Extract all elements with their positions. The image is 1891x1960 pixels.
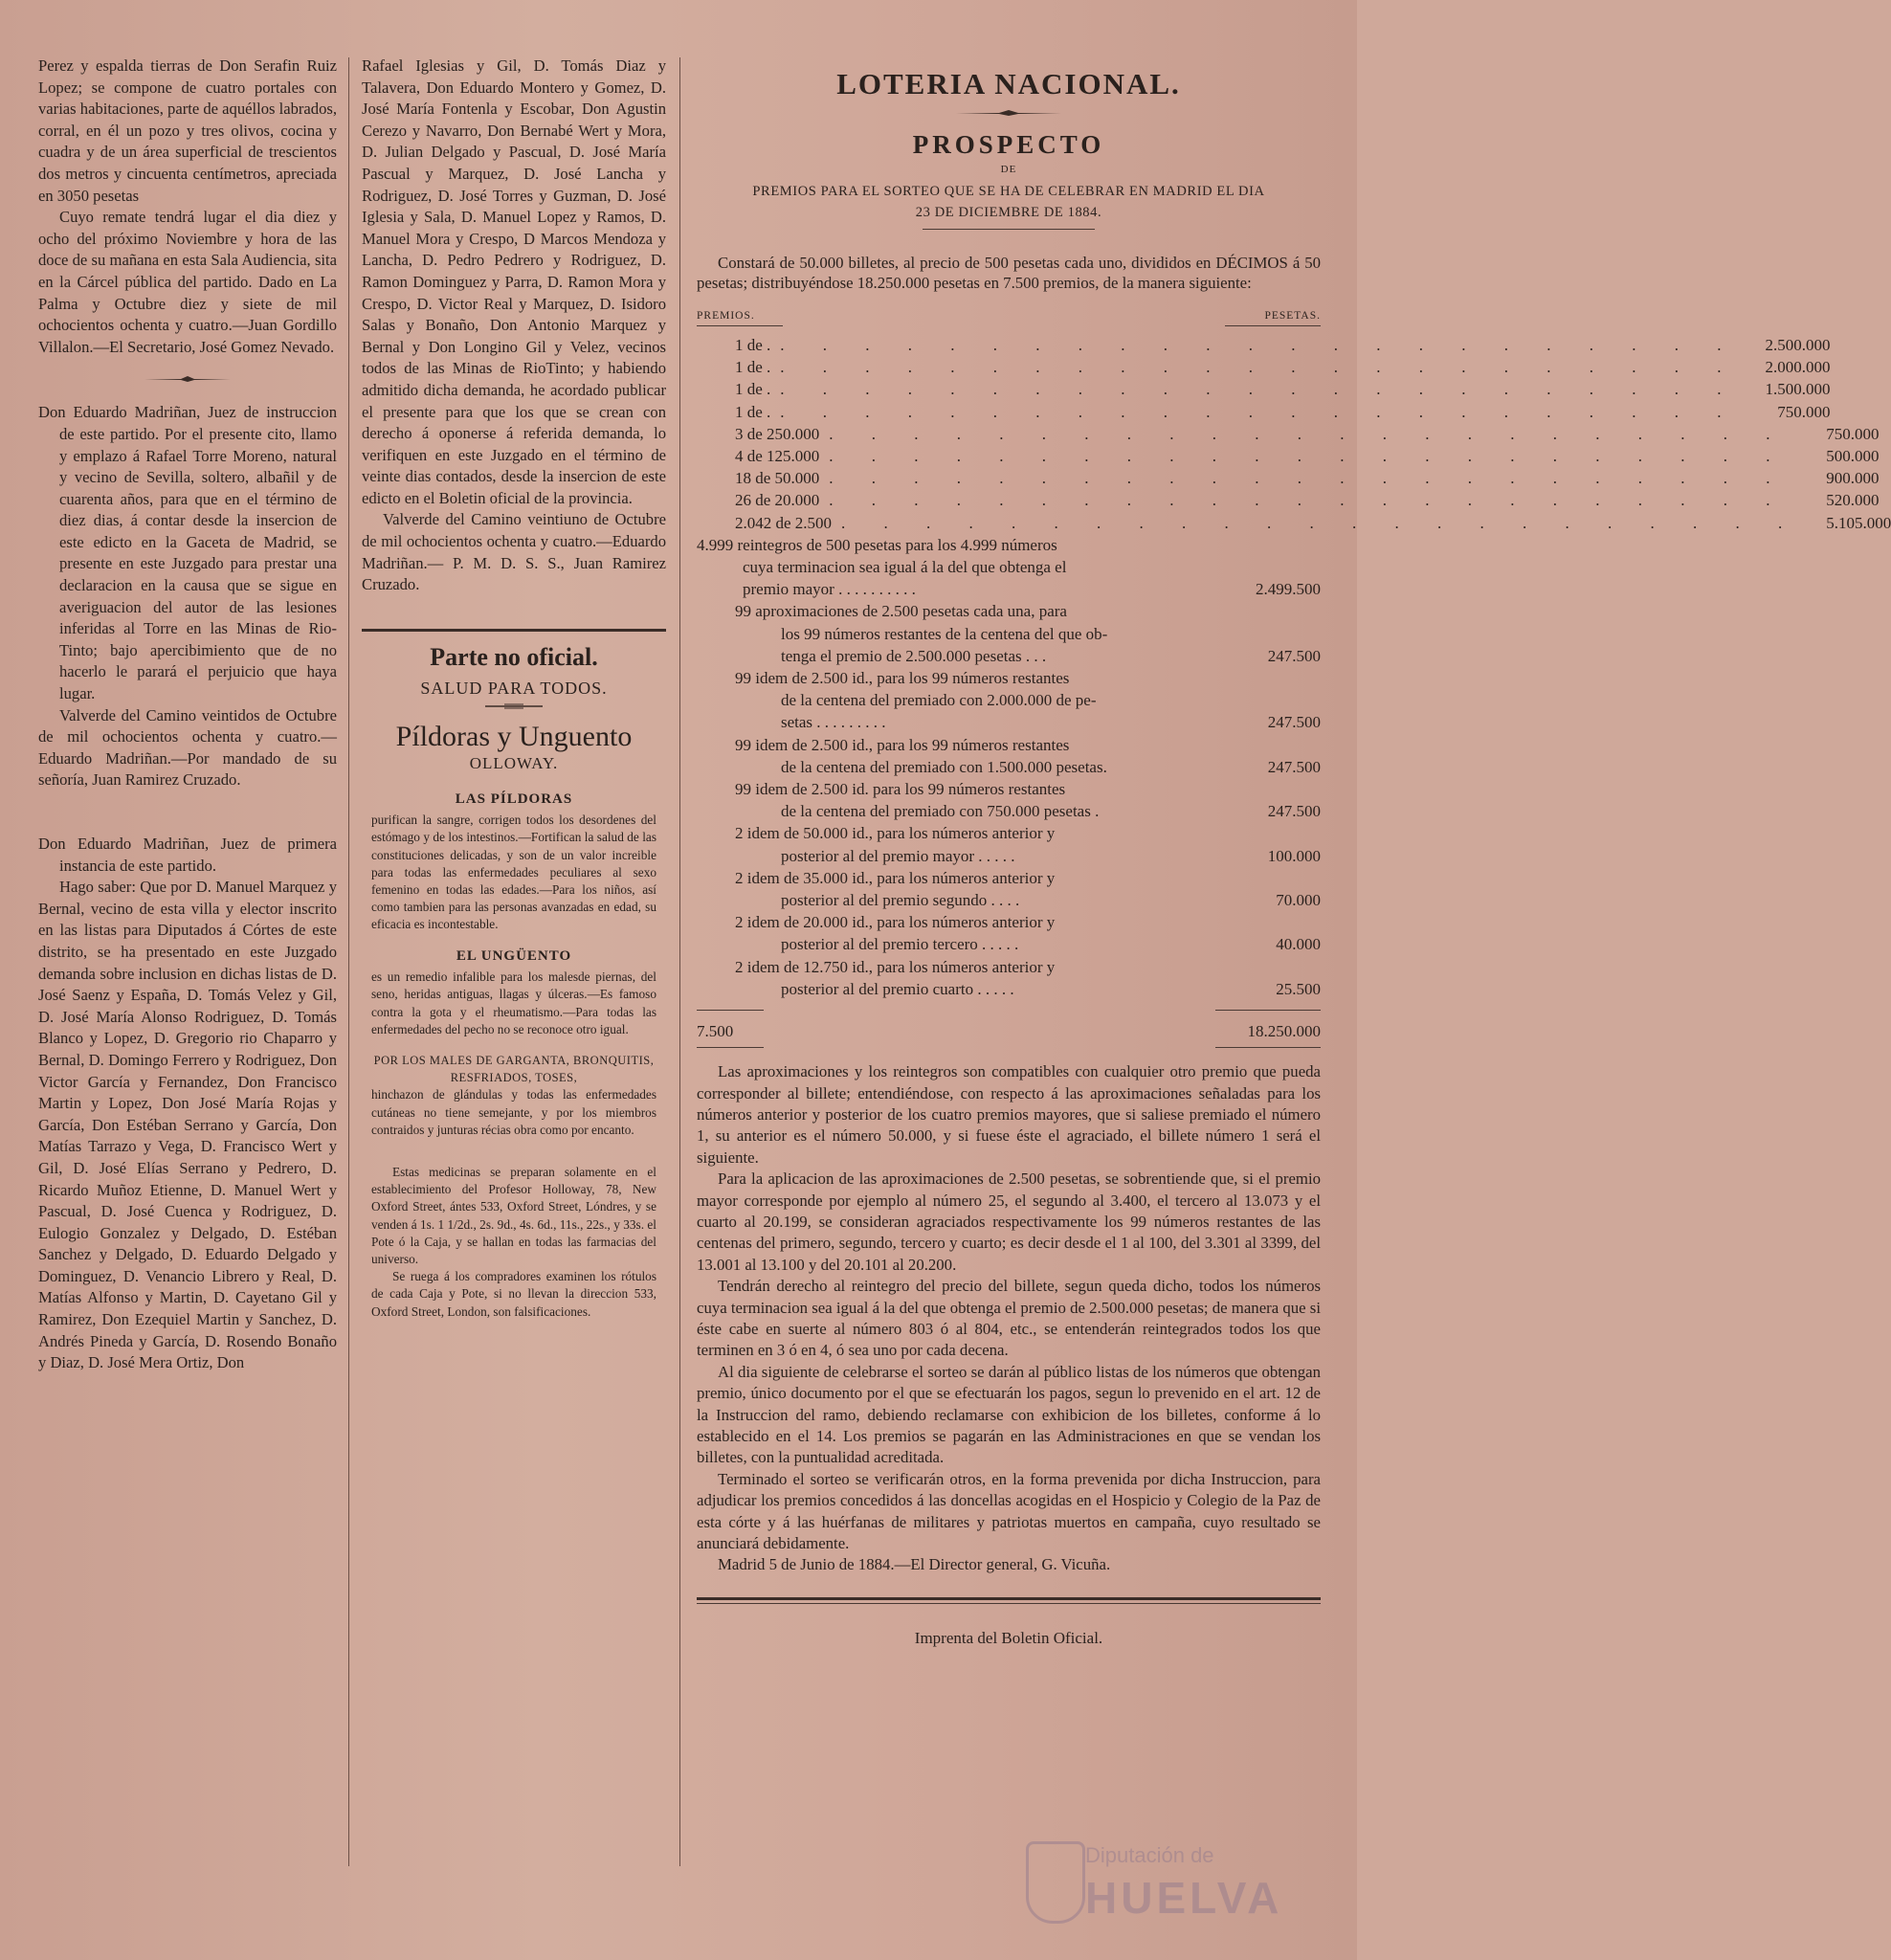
section-heading: Parte no oficial.: [430, 642, 598, 671]
prize-description-line: cuya terminacion sea igual á la del que obtenga el: [743, 558, 1067, 577]
ad-text: es un remedio infalible para los malesde piernas, del seno, heridas antiguas, llagas y úlceras.—Es famoso contra la gota y el rheumatismo.—Para todas las enfermedades del pecho no se reconoce otro igual.: [371, 969, 656, 1036]
prize-row-detailed: [697, 911, 1321, 955]
printer-imprint: Imprenta del Boletin Oficial.: [914, 1628, 1103, 1647]
footer-rule: [697, 1597, 1321, 1600]
prize-row-detailed: [697, 867, 1321, 911]
column-middle: [362, 56, 666, 1321]
dot-leader: . . . . . . . . . . . . . . . . . . . . . . .: [829, 491, 1788, 510]
section-rule: [362, 629, 666, 632]
prize-row: [697, 423, 1880, 445]
prize-table-detailed: [697, 534, 1321, 1000]
edict-paragraph: Valverde del Camino veintidos de Octubre de mil ochocientos ochenta y cuatro.—Eduardo Madriñan.—Por mandado de su señoría, Juan Ramirez Cruzado.: [38, 705, 337, 790]
prize-description-line: setas . . . . . . . . .: [781, 713, 886, 732]
total-pesetas: 18.250.000: [1247, 1022, 1321, 1041]
dot-leader: . . . . . . . . . . . . . . . . . . . . . . .: [780, 402, 1739, 421]
dot-leader: . . . . . . . . . . . . . . . . . . . . . . .: [841, 513, 1800, 532]
prize-description: [697, 600, 1229, 667]
prize-row-detailed: [697, 667, 1321, 734]
prize-value: 70.000: [1276, 891, 1321, 910]
prize-label: 1 de .: [735, 336, 771, 354]
prospectus-de: DE: [1000, 164, 1017, 175]
prize-label: 4 de 125.000: [735, 447, 820, 466]
prize-row: [697, 356, 1831, 378]
column-left: [38, 56, 337, 1374]
separator-ornament: [485, 703, 543, 709]
prize-value: 520.000: [1826, 491, 1880, 510]
header-pesetas: PESETAS.: [1264, 310, 1321, 322]
prize-description-line: 2 idem de 35.000 id., para los números anterior y: [735, 868, 1056, 887]
prize-row-detailed: [697, 600, 1321, 667]
prize-description: [697, 867, 1229, 911]
prize-description: [697, 534, 1229, 601]
prize-description-line: 99 idem de 2.500 id., para los 99 números restantes: [735, 669, 1070, 688]
prize-value: 25.500: [1276, 979, 1321, 998]
lottery-intro: Constará de 50.000 billetes, al precio de 500 pesetas cada uno, divididos en DÉCIMOS á 50 pesetas; distribuyéndose 18.250.000 pesetas en 7.500 premios, de la manera siguiente:: [697, 254, 1321, 292]
column-divider: [679, 57, 680, 1866]
prize-row-detailed: [697, 534, 1321, 601]
prize-label: 18 de 50.000: [735, 469, 820, 488]
edict-paragraph: Don Eduardo Madriñan, Juez de instruccion de este partido. Por el presente cito, llamo y emplazo á Rafael Torre Moreno, natural y vecino de Sevilla, soltero, albañil y de cuarenta años, para que en el término de diez dias, á contar desde la insercion de este edicto en la Gaceta de Madrid, se presente en este Juzgado para prestar una declaracion en la causa que se sigue en averiguacion del autor de las lesiones inferidas al Torre en las Minas de Rio-Tinto; bajo apercibimiento que de no hacerlo le parará el perjuicio que haya lugar.: [38, 403, 337, 703]
prize-row-detailed: [697, 956, 1321, 1000]
prize-value: 247.500: [1267, 802, 1321, 821]
prize-row-detailed: [697, 734, 1321, 778]
prize-label: 3 de 250.000: [735, 424, 820, 443]
prize-row: [697, 334, 1831, 356]
dot-leader: . . . . . . . . . . . . . . . . . . . . . . .: [780, 336, 1739, 354]
prize-description-line: 2 idem de 20.000 id., para los números anterior y: [735, 913, 1056, 932]
prospectus-subtitle: PREMIOS PARA EL SORTEO QUE SE HA DE CELEBRAR EN MADRID EL DIA: [752, 184, 1265, 199]
ad-subheading: SALUD PARA TODOS.: [420, 679, 608, 699]
prize-row-detailed: [697, 822, 1321, 866]
prize-label: 2.042 de 2.500: [735, 513, 833, 532]
prize-description-line: posterior al del premio tercero . . . . .: [781, 935, 1019, 954]
prize-value: 40.000: [1276, 935, 1321, 954]
prize-table-header: [697, 310, 1321, 322]
prize-description-line: tenga el premio de 2.500.000 pesetas . . .: [781, 646, 1047, 665]
ad-text: hinchazon de glándulas y todas las enfermedades cutáneas no tiene semejante, y por los miembros contraidos y junturas récias obra como por encanto.: [371, 1087, 656, 1137]
prize-totals: [697, 1022, 1321, 1041]
edict-paragraph: Don Eduardo Madriñan, Juez de primera instancia de este partido.: [38, 835, 337, 875]
prize-description: [697, 667, 1229, 734]
lottery-paragraph: Tendrán derecho al reintegro del precio del billete, segun queda dicho, todos los números cuya terminacion sea igual á la del que obtenga el premio de 2.500.000 pesetas; de manera que si éste cabe en suerte al número 803 ó al 804, etc., se entenderán reintegrados todos los que terminen en 3 ó en 4, ó sea uno por cada decena.: [697, 1277, 1321, 1360]
lottery-paragraph: Para la aplicacion de las aproximaciones de 2.500 pesetas, se sobrentiende que, si el premio mayor corresponde por ejemplo al número 25, el segundo al 3.400, el tercero al 13.073 y el cuarto al 20.199, se consideran agraciados respectivamente los 99 números restantes de las centenas del primero, segundo, tercero y cuarto; es decir desde el 1 al 100, del 3.301 al 3399, del 13.001 al 13.100 y del 20.101 al 20.200.: [697, 1169, 1321, 1274]
lottery-title: LOTERIA NACIONAL.: [836, 67, 1181, 100]
prize-value: 750.000: [1777, 402, 1831, 421]
ad-title: Píldoras y Unguento: [395, 721, 633, 753]
prize-value: 900.000: [1826, 469, 1880, 488]
lottery-paragraph: Al dia siguiente de celebrarse el sorteo se darán al público listas de los números que obtengan premio, único documento por el que se efectuarán los pagos, segun lo prevenido en el art. 12 de la Instruccion del ramo, debiendo reclamarse con exhibicion de los billetes, conforme á lo establecido en el 14. Los premios se pagarán en las Administraciones en que se vendan los billetes, con la puntualidad acreditada.: [697, 1362, 1321, 1467]
prize-description-line: de la centena del premiado con 750.000 pesetas .: [781, 802, 1100, 821]
watermark-line1: Diputación de: [1085, 1843, 1214, 1867]
watermark-line2: HUELVA: [1085, 1873, 1283, 1923]
prize-value: 247.500: [1267, 713, 1321, 732]
prize-row: [697, 489, 1880, 511]
prize-value: 5.105.000: [1826, 513, 1891, 532]
lottery-paragraph: Las aproximaciones y los reintegros son compatibles con cualquier otro premio que pueda corresponder al billete; entendiéndose, con respecto á las aproximaciones señaladas para los números anterior y posterior de los cuatro premios mayores, que si saliese premiado el número 1, su anterior es el número 50.000, y si fuese éste el agraciado, el billete número 1 será el siguiente.: [697, 1062, 1321, 1167]
prize-row: [697, 467, 1880, 489]
prize-value: 2.000.000: [1765, 358, 1831, 377]
edict-paragraph: Hago saber: Que por D. Manuel Marquez y Bernal, vecino de esta villa y elector inscrito en las listas para Diputados á Córtes de este distrito, se ha presentado en este Juzgado demanda sobre inclusion en dichas listas de D. José Saenz y España, D. Tomás Velez y Gil, D. José María Alonso Rodriguez, D. Tomás Blanco y Lopez, D. Gregorio rio Chaparro y Bernal, D. Domingo Ferrero y Rodriguez, Don Victor García y Fernandez, Don Francisco Martin y Lopez, Don José María Rojas y García, Don Estéban Serrano y García, Don Matías Tarrazo y Vega, D. Francisco Wert y Gil, D. José Elías Serrano y Pedrero, D. Ricardo Muñoz Etienne, D. Manuel Wert y Pascual, D. José Cuenca y Rodriguez, D. Eulogio Gonzalez y Delgado, D. Estéban Sanchez y Delgado, D. Eduardo Delgado y Dominguez, D. Venancio Librero y Real, D. Matías Alfonso y Martin, D. Cayetano Gil y Ramirez, Don Ezequiel Martin y Sanchez, D. Andrés Pineda y García, D. Rosendo Bonaño y Diaz, D. José Mera Ortiz, Don: [38, 878, 337, 1372]
prize-label: 1 de .: [735, 380, 771, 399]
prize-description-line: 2 idem de 50.000 id., para los números anterior y: [735, 824, 1056, 843]
separator-ornament: [956, 109, 1061, 117]
ad-section-heading: LAS PÍLDORAS: [455, 791, 573, 807]
prize-description-line: premio mayor . . . . . . . . . .: [743, 580, 916, 599]
ad-text: purifican la sangre, corrigen todos los desordenes del estómago y de los intestinos.—Fortifican la salud de las constituciones delicadas, y son de un valor increible para todas las enfermedades peculiares al sexo femenino en todas las edades.—Para los niños, así como tambien para las personas avanzadas en edad, su eficacia es incontestable.: [371, 813, 656, 932]
prize-description: [697, 778, 1229, 822]
ad-brand: OLLOWAY.: [469, 754, 559, 773]
prize-description: [697, 734, 1229, 778]
prize-label: 1 de .: [735, 402, 771, 421]
dot-leader: . . . . . . . . . . . . . . . . . . . . . . .: [829, 469, 1788, 488]
lottery-body: [697, 1061, 1321, 1576]
prize-value: 750.000: [1826, 424, 1880, 443]
prize-description-line: posterior al del premio mayor . . . . .: [781, 846, 1015, 865]
prize-description: [697, 956, 1229, 1000]
prize-row: [697, 378, 1831, 400]
prize-value: 247.500: [1267, 646, 1321, 665]
prize-description: [697, 911, 1229, 955]
ad-text-caps: POR LOS MALES DE GARGANTA, BRONQUITIS, RESFRIADOS, TOSES,: [373, 1054, 655, 1085]
prize-value: 100.000: [1267, 846, 1321, 865]
edict-paragraph: Cuyo remate tendrá lugar el dia diez y ocho del próximo Noviembre y hora de las doce de su mañana en esta Sala Audiencia, sita en la Cárcel pública del partido. Dado en La Palma y Octubre diez y siete de mil ochocientos ochenta y cuatro.—Juan Gordillo Villalon.—El Secretario, José Gomez Nevado.: [38, 208, 337, 356]
prize-description-line: de la centena del premiado con 1.500.000 pesetas.: [781, 757, 1107, 776]
prize-description-line: 4.999 reintegros de 500 pesetas para los 4.999 números: [697, 535, 1057, 554]
prize-description-line: los 99 números restantes de la centena del que ob-: [781, 624, 1108, 643]
dot-leader: . . . . . . . . . . . . . . . . . . . . . . .: [780, 358, 1739, 377]
dot-leader: . . . . . . . . . . . . . . . . . . . . . . .: [829, 447, 1788, 466]
seal-icon: [1026, 1841, 1085, 1924]
archive-watermark: [1026, 1836, 1294, 1943]
dot-leader: . . . . . . . . . . . . . . . . . . . . . . .: [780, 380, 1739, 399]
separator-ornament: [145, 375, 231, 383]
prize-table-simple: [697, 334, 1891, 534]
ad-section-heading: EL UNGÜENTO: [456, 947, 572, 964]
prize-description-line: 99 idem de 2.500 id., para los 99 números restantes: [735, 735, 1070, 754]
prize-row: [697, 401, 1831, 423]
prize-description-line: posterior al del premio segundo . . . .: [781, 891, 1020, 910]
lottery-paragraph: Terminado el sorteo se verificarán otros, en la forma prevenida por dicha Instruccion, para adjudicar los premios concedidos á las doncellas acogidas en el Hospicio y Colegio de la Paz de esta córte y á las huérfanas de militares y patriotas muertos en campaña, cuyo resultado se anunciará debidamente.: [697, 1469, 1321, 1553]
prize-description-line: posterior al del premio cuarto . . . . .: [781, 979, 1014, 998]
prize-description-line: 2 idem de 12.750 id., para los números anterior y: [735, 957, 1056, 976]
ad-text: Se ruega á los compradores examinen los rótulos de cada Caja y Pote, si no llevan la direccion 533, Oxford Street, London, son falsificaciones.: [371, 1269, 656, 1319]
prize-value: 2.500.000: [1765, 336, 1831, 354]
prize-description: [697, 822, 1229, 866]
prize-value: 2.499.500: [1256, 580, 1321, 599]
ad-text: Estas medicinas se preparan solamente en el establecimiento del Profesor Holloway, 78, New Oxford Street, ántes 533, Oxford Street, Lóndres, y se venden á 1s. 1 1/2d., 2s. 9d., 4s. 6d., 11s., 22s., y 33s. el Pote ó la Caja, y se hallan en todas las farmacias del universo.: [371, 1165, 656, 1267]
prize-description-line: 99 idem de 2.500 id. para los 99 números restantes: [735, 780, 1066, 799]
prize-value: 500.000: [1826, 447, 1880, 466]
lottery-signature: Madrid 5 de Junio de 1884.—El Director general, G. Vicuña.: [718, 1555, 1111, 1574]
prize-label: 26 de 20.000: [735, 491, 820, 510]
column-divider: [348, 57, 349, 1866]
prize-value: 1.500.000: [1765, 380, 1831, 399]
prize-row-detailed: [697, 778, 1321, 822]
title-rule: [923, 229, 1095, 230]
prize-row: [697, 445, 1880, 467]
edict-paragraph: Perez y espalda tierras de Don Serafin Ruiz Lopez; se compone de cuatro portales con varias habitaciones, parte de aquéllos labrados, corral, en él un pozo y tres olivos, cocina y cuadra y de un área superficial de trescientos dos metros y cincuenta centímetros, apreciada en 3050 pesetas: [38, 56, 337, 205]
edict-paragraph: Valverde del Camino veintiuno de Octubre de mil ochocientos ochenta y cuatro.—Eduardo Madriñan.— P. M. D. S. S., Juan Ramirez Cruzado.: [362, 510, 666, 594]
prize-row: [697, 512, 1891, 534]
prospectus-date: 23 DE DICIEMBRE DE 1884.: [915, 205, 1102, 220]
prospectus-title: PROSPECTO: [912, 130, 1105, 159]
prize-description-line: de la centena del premiado con 2.000.000 de pe-: [781, 691, 1097, 710]
prize-label: 1 de .: [735, 358, 771, 377]
dot-leader: . . . . . . . . . . . . . . . . . . . . . . .: [829, 424, 1788, 443]
total-premios: 7.500: [697, 1022, 734, 1041]
edict-paragraph: Rafael Iglesias y Gil, D. Tomás Diaz y Talavera, Don Eduardo Montero y Gomez, D. José María Fontenla y Escobar, Don Agustin Cerezo y Navarro, Don Bernabé Wert y Mora, D. Julian Delgado y Pascual, D. José María Pascual y Marquez, D. José Lancha y Rodriguez, D. José Torres y Guzman, D. José Iglesia y Sala, D. Manuel Lopez y Ramos, D. Manuel Mora y Crespo, D Marcos Mendoza y Lancha, D. Pedro Pedrero y Rodriguez, D. Ramon Dominguez y Parra, D. Ramon Mora y Crespo, D. Victor Real y Marquez, D. Isidoro Salas y Bonaño, Don Antonio Marquez y Bernal y Don Longino Gil y Velez, vecinos todos de las Minas de RioTinto; y habiendo admitido dicha demanda, he acordado publicar el presente para que los que se crean con derecho á oponerse á referida demanda, lo verifiquen en este Juzgado en el término de veinte dias contados, desde la insercion de este edicto en el Boletin oficial de la provincia.: [362, 56, 666, 507]
column-right-lottery: [697, 56, 1891, 1648]
header-premios: PREMIOS.: [697, 310, 755, 322]
prize-value: 247.500: [1267, 757, 1321, 776]
prize-description-line: 99 aproximaciones de 2.500 pesetas cada una, para: [735, 602, 1067, 621]
